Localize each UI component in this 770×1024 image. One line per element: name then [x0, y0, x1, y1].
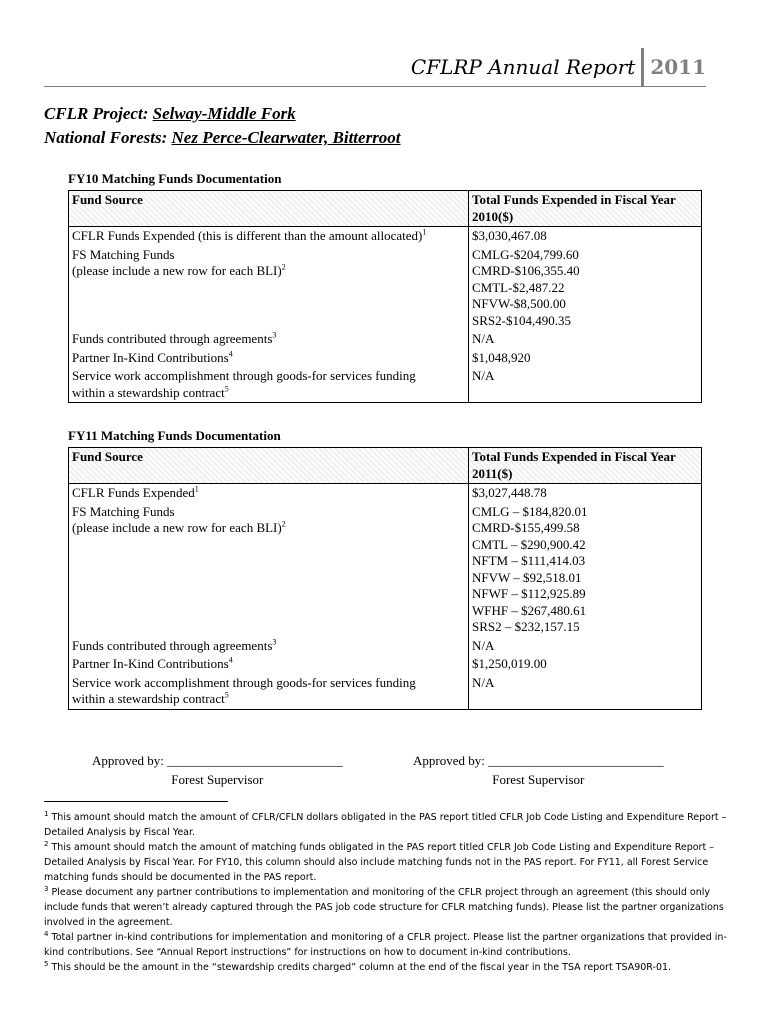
footnote: $^5$ This should be the amount in the “stewardship credits charged” column at the end of the fiscal year in the TSA report TSA90R-01. — [44, 959, 672, 973]
project-line — [44, 104, 296, 124]
project-name: Selway-Middle Fork — [152, 104, 296, 123]
footnotes — [44, 810, 734, 975]
footnote-separator — [44, 801, 228, 802]
report-title: CFLRP Annual Report — [410, 55, 636, 79]
fs-matching-values — [469, 503, 702, 637]
table-row — [69, 637, 702, 656]
fs-matching-label: FS Matching Funds (please include a new row for each BLI)$^2$ — [69, 503, 469, 637]
total-funds-header: Total Funds Expended in Fiscal Year 2010($) — [469, 191, 702, 227]
table-row — [69, 227, 702, 246]
project-label: CFLR Project: — [44, 104, 149, 123]
forests-name: Nez Perce-Clearwater, Bitterroot — [171, 128, 401, 147]
bli-value: SRS2-$104,490.35 — [472, 312, 571, 328]
approval-left — [92, 753, 343, 788]
fy10-section — [68, 171, 702, 403]
cflr-funds-value: $3,027,448.78 — [469, 484, 702, 503]
bli-value: NFVW – $92,518.01 — [472, 569, 582, 585]
table-row — [69, 674, 702, 710]
approved-by-line[interactable]: Approved by: ___________________________ — [413, 753, 664, 768]
agreements-value: N/A — [469, 330, 702, 349]
bli-value: NFVW-$8,500.00 — [472, 296, 566, 311]
service-value: N/A — [469, 367, 702, 403]
header-rule — [44, 86, 706, 87]
partner-value: $1,048,920 — [469, 349, 702, 368]
report-year: 2011 — [650, 55, 706, 79]
signer-title: Forest Supervisor — [171, 772, 264, 787]
agreements-label: Funds contributed through agreements$^3$ — [69, 637, 469, 656]
table-row — [69, 246, 702, 331]
fy11-section — [68, 428, 702, 710]
fy11-table — [68, 447, 702, 710]
table-row — [69, 330, 702, 349]
bli-value: WFHF – $267,480.61 — [472, 602, 587, 618]
approval-right — [413, 753, 664, 788]
agreements-value: N/A — [469, 637, 702, 656]
forests-line — [44, 128, 401, 148]
signer-title: Forest Supervisor — [492, 772, 585, 787]
fy10-title: FY10 Matching Funds Documentation — [68, 171, 282, 186]
bli-value: SRS2 – $232,157.15 — [472, 619, 580, 634]
bli-value: NFTM – $111,414.03 — [472, 553, 586, 568]
forests-label: National Forests: — [44, 128, 168, 147]
footnote: $^3$ Please document any partner contributions to implementation and monitoring of the CFLR project through an agreement (this should only include funds that weren’t already captured through the PAS job code structure for CFLR matching funds). Please list the partner organizations involved in the agreement. — [44, 884, 724, 928]
bli-value: CMRD-$155,499.58 — [472, 520, 580, 535]
total-funds-header: Total Funds Expended in Fiscal Year 2011($) — [469, 448, 702, 484]
footnote: $^2$ This amount should match the amount of matching funds obligated in the PAS report titled CFLR Job Code Listing and Expenditure Report – Detailed Analysis by Fiscal Year. For FY10, this column should also include matching funds not in the PAS report. For FY11, all Forest Service matching funds should be documented in the PAS report. — [44, 839, 714, 883]
service-value: N/A — [469, 674, 702, 710]
service-label: Service work accomplishment through goods-for services funding within a stewardship contract$^5$ — [69, 674, 469, 710]
partner-label: Partner In-Kind Contributions$^4$ — [69, 349, 469, 368]
footnote: $^4$ Total partner in-kind contributions for implementation and monitoring of a CFLR project. Please list the partner organizations that provided in-kind contributions. See “Annual Report instructions” for instructions on how to document in-kind contributions. — [44, 929, 727, 958]
footnote: $^1$ This amount should match the amount of CFLR/CFLN dollars obligated in the PAS report titled CFLR Job Code Listing and Expenditure Report – Detailed Analysis by Fiscal Year. — [44, 809, 727, 838]
fy11-title: FY11 Matching Funds Documentation — [68, 428, 281, 443]
bli-value: CMTL – $290,900.42 — [472, 536, 586, 552]
approved-by-line[interactable]: Approved by: ___________________________ — [92, 753, 343, 768]
bli-value: NFWF – $112,925.89 — [472, 586, 586, 601]
fy10-table — [68, 190, 702, 403]
table-row — [69, 655, 702, 674]
report-header — [411, 48, 706, 86]
fs-matching-label: FS Matching Funds (please include a new row for each BLI)$^2$ — [69, 246, 469, 331]
cflr-funds-label: CFLR Funds Expended$^1$ — [69, 484, 469, 503]
table-header-row — [69, 191, 702, 227]
cflr-funds-label: CFLR Funds Expended (this is different than the amount allocated)$^1$ — [69, 227, 469, 246]
bli-value: CMLG – $184,820.01 — [472, 503, 588, 519]
table-row — [69, 503, 702, 637]
table-row — [69, 349, 702, 368]
bli-value: CMTL-$2,487.22 — [472, 279, 565, 295]
service-label: Service work accomplishment through goods-for services funding within a stewardship contract$^5$ — [69, 367, 469, 403]
cflr-funds-value: $3,030,467.08 — [469, 227, 702, 246]
fund-source-header: Fund Source — [69, 191, 469, 227]
fs-matching-values — [469, 246, 702, 331]
bli-value: CMLG-$204,799.60 — [472, 246, 579, 262]
agreements-label: Funds contributed through agreements$^3$ — [69, 330, 469, 349]
partner-value: $1,250,019.00 — [469, 655, 702, 674]
table-row — [69, 484, 702, 503]
table-row — [69, 367, 702, 403]
partner-label: Partner In-Kind Contributions$^4$ — [69, 655, 469, 674]
table-header-row — [69, 448, 702, 484]
bli-value: CMRD-$106,355.40 — [472, 263, 580, 278]
fund-source-header: Fund Source — [69, 448, 469, 484]
